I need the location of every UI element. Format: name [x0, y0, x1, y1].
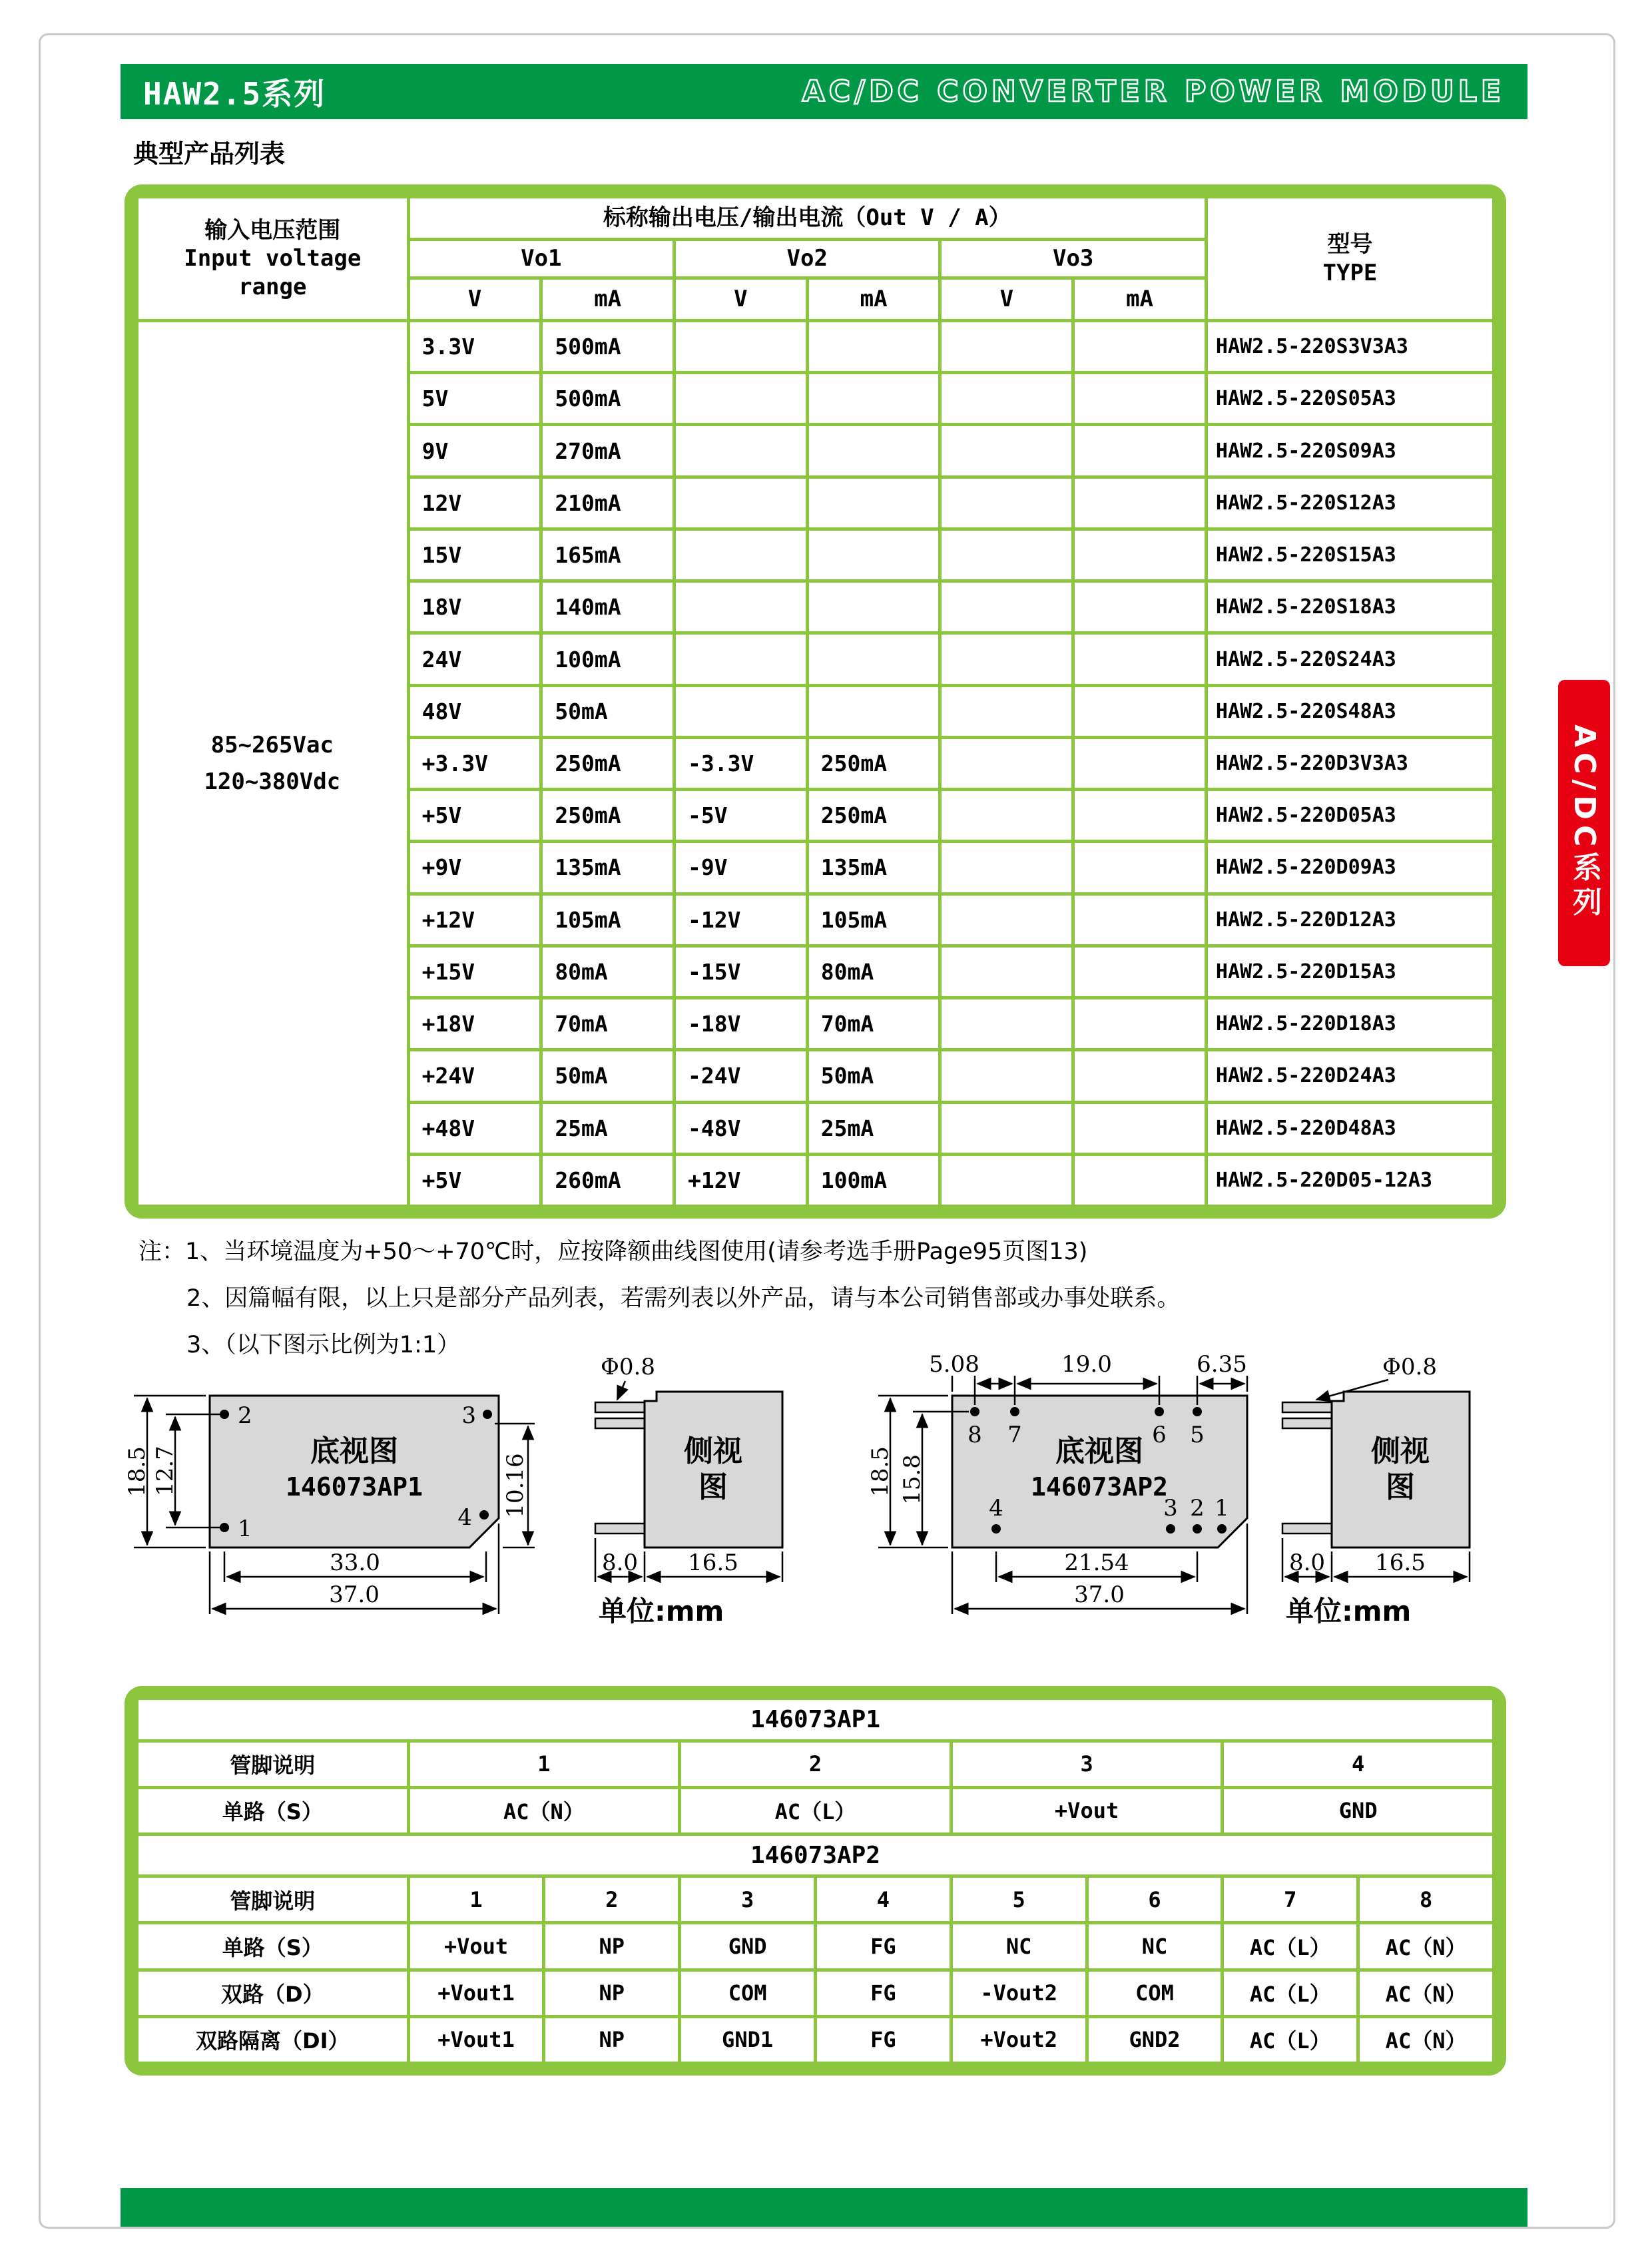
pin-function-cell: +Vout1	[408, 2016, 544, 2063]
output-value-cell	[807, 425, 940, 477]
output-value-cell	[1073, 842, 1207, 894]
output-value-cell: +3.3V	[408, 737, 541, 789]
view-title: 图	[1386, 1470, 1415, 1504]
unit-header: mA	[807, 278, 940, 321]
pin-label: 2	[238, 1402, 252, 1429]
output-value-cell: -3.3V	[675, 737, 808, 789]
pin-number-cell: 3	[951, 1741, 1223, 1787]
output-value-cell: -5V	[675, 790, 808, 842]
pin-label: 8	[967, 1422, 982, 1448]
pin-label: 3	[461, 1402, 476, 1429]
output-value-cell: 3.3V	[408, 321, 541, 373]
pin-number-cell: 1	[408, 1741, 680, 1787]
output-value-cell: +9V	[408, 842, 541, 894]
input-voltage-header: 输入电压范围 Input voltage range	[137, 197, 409, 321]
dim-label: 8.0	[1288, 1549, 1326, 1576]
output-header: 标称输出电压/输出电流（Out V / A）	[408, 197, 1206, 240]
output-value-cell: 135mA	[807, 842, 940, 894]
model-type-cell: HAW2.5-220D15A3	[1206, 946, 1494, 997]
unit-label: 单位:mm	[1286, 1595, 1412, 1627]
pin-function-cell: AC（N）	[1358, 1923, 1494, 1970]
ap2-bottom-view	[867, 1352, 1247, 1614]
view-title: 底视图	[310, 1434, 398, 1468]
output-value-cell	[940, 842, 1073, 894]
pin-function-cell: AC（N）	[1358, 2016, 1494, 2063]
pin-function-cell: +Vout	[408, 1923, 544, 1970]
output-value-cell	[940, 946, 1073, 997]
page-header-title: AC/DC CONVERTER POWER MODULE	[802, 75, 1505, 109]
output-value-cell	[940, 477, 1073, 529]
pin-table-title-row	[137, 1834, 1494, 1876]
output-value-cell	[940, 581, 1073, 633]
pin-lead	[595, 1524, 645, 1534]
output-value-cell	[940, 321, 1073, 373]
pin-number-cell: 4	[815, 1876, 951, 1923]
pin-header-row	[137, 1741, 1494, 1787]
section-title: 典型产品列表	[133, 139, 286, 168]
output-value-cell: 12V	[408, 477, 541, 529]
drawings-svg	[125, 1352, 1563, 1665]
unit-header: mA	[541, 278, 675, 321]
output-value-cell: 24V	[408, 633, 541, 685]
output-value-cell	[675, 581, 808, 633]
output-value-cell: -12V	[675, 894, 808, 946]
model-type-cell: HAW2.5-220S48A3	[1206, 685, 1494, 737]
output-value-cell	[675, 321, 808, 373]
pin-number-cell: 1	[408, 1876, 544, 1923]
pin-function-cell: NP	[544, 1923, 680, 1970]
output-value-cell: 250mA	[807, 737, 940, 789]
output-value-cell: 140mA	[541, 581, 675, 633]
dim-label: 12.7	[152, 1446, 178, 1496]
output-value-cell: 250mA	[541, 737, 675, 789]
output-value-cell: +24V	[408, 1050, 541, 1102]
pin-data-row	[137, 1787, 1494, 1834]
pin-function-cell: +Vout1	[408, 1970, 544, 2016]
output-value-cell: 9V	[408, 425, 541, 477]
pin-function-cell: AC（N）	[1358, 1970, 1494, 2016]
row-label-cell: 单路（S）	[137, 1787, 409, 1834]
pin-data-row	[137, 1923, 1494, 1970]
product-table	[125, 184, 1506, 1219]
pin-function-cell: FG	[815, 1923, 951, 1970]
series-side-tab: AC/DC系列	[1558, 680, 1610, 966]
dim-label: 16.5	[688, 1549, 738, 1576]
pin-dot	[991, 1524, 1001, 1534]
pin-number-cell: 5	[951, 1876, 1087, 1923]
model-type-cell: HAW2.5-220S05A3	[1206, 373, 1494, 425]
vo2-header: Vo2	[675, 240, 940, 278]
pin-label: 6	[1152, 1422, 1167, 1448]
model-type-cell: HAW2.5-220D05A3	[1206, 790, 1494, 842]
output-value-cell: 100mA	[807, 1154, 940, 1206]
model-type-cell: HAW2.5-220D09A3	[1206, 842, 1494, 894]
output-value-cell	[940, 998, 1073, 1050]
view-title: 图	[698, 1470, 728, 1504]
output-value-cell: 5V	[408, 373, 541, 425]
dim-label: Φ0.8	[601, 1354, 655, 1380]
pin-label: 7	[1007, 1422, 1022, 1448]
output-value-cell	[807, 477, 940, 529]
unit-header: V	[675, 278, 808, 321]
dim-label: Φ0.8	[1382, 1354, 1437, 1380]
pin-data-row	[137, 2016, 1494, 2063]
output-value-cell	[940, 1050, 1073, 1102]
output-value-cell	[675, 425, 808, 477]
pin-label: 2	[1190, 1495, 1205, 1522]
product-row	[137, 321, 1494, 373]
ap1-body	[210, 1396, 499, 1547]
dim-label: 6.35	[1197, 1352, 1247, 1378]
pin-function-cell: AC（L）	[680, 1787, 952, 1834]
output-value-cell: +12V	[408, 894, 541, 946]
pin-number-cell: 8	[1358, 1876, 1494, 1923]
output-value-cell: -18V	[675, 998, 808, 1050]
dim-label: 8.0	[601, 1549, 639, 1576]
type-header: 型号 TYPE	[1206, 197, 1494, 321]
pin-label: 4	[989, 1495, 1003, 1522]
output-value-cell	[1073, 1154, 1207, 1206]
output-value-cell: 50mA	[541, 685, 675, 737]
dim-label: 21.54	[1064, 1549, 1129, 1576]
output-value-cell	[675, 529, 808, 581]
output-value-cell	[1073, 373, 1207, 425]
output-value-cell: 105mA	[541, 894, 675, 946]
dim-label: 16.5	[1375, 1549, 1426, 1576]
output-value-cell: 50mA	[541, 1050, 675, 1102]
output-value-cell: 500mA	[541, 321, 675, 373]
output-value-cell: 105mA	[807, 894, 940, 946]
output-value-cell	[1073, 1050, 1207, 1102]
pin-function-cell: AC（L）	[1223, 2016, 1358, 2063]
output-value-cell	[940, 894, 1073, 946]
vo3-header: Vo3	[940, 240, 1206, 278]
pin-lead	[1282, 1418, 1332, 1428]
pin-label: 3	[1163, 1495, 1178, 1522]
output-value-cell: +5V	[408, 790, 541, 842]
note-1: 注：1、当环境温度为+50～+70℃时，应按降额曲线图使用(请参考选手册Page95页图13)	[138, 1239, 1088, 1265]
output-value-cell: +48V	[408, 1102, 541, 1154]
pin-function-cell: AC（L）	[1223, 1923, 1358, 1970]
pin-dot	[1155, 1407, 1164, 1416]
pin-dot	[220, 1410, 229, 1419]
unit-header: V	[940, 278, 1073, 321]
output-value-cell: 250mA	[807, 790, 940, 842]
footer-bar	[121, 2188, 1527, 2227]
view-title: 侧视	[684, 1434, 742, 1468]
output-value-cell: 250mA	[541, 790, 675, 842]
pin-dot	[1166, 1524, 1175, 1534]
output-value-cell	[1073, 529, 1207, 581]
dim-label: 15.8	[899, 1454, 926, 1505]
note-3: 3、（以下图示比例为1:1）	[186, 1332, 461, 1358]
pin-table-body	[137, 1699, 1494, 2064]
output-value-cell: -15V	[675, 946, 808, 997]
pin-dot	[1193, 1407, 1202, 1416]
output-value-cell: 15V	[408, 529, 541, 581]
output-value-cell	[940, 685, 1073, 737]
output-value-cell: 50mA	[807, 1050, 940, 1102]
pin-function-cell: GND	[680, 1923, 816, 1970]
output-value-cell: 80mA	[807, 946, 940, 997]
unit-header: mA	[1073, 278, 1207, 321]
pin-label: 1	[238, 1516, 252, 1542]
output-value-cell	[940, 373, 1073, 425]
unit-header: V	[408, 278, 541, 321]
pin-function-cell: +Vout2	[951, 2016, 1087, 2063]
output-value-cell: 260mA	[541, 1154, 675, 1206]
output-value-cell: -48V	[675, 1102, 808, 1154]
output-value-cell: 135mA	[541, 842, 675, 894]
pin-function-cell: GND1	[680, 2016, 816, 2063]
pin-function-cell: NP	[544, 2016, 680, 2063]
output-value-cell	[1073, 581, 1207, 633]
output-value-cell	[940, 737, 1073, 789]
output-value-cell	[940, 633, 1073, 685]
side-body	[645, 1392, 782, 1547]
pin-number-cell: 7	[1223, 1876, 1358, 1923]
output-value-cell	[1073, 633, 1207, 685]
pin-function-cell: FG	[815, 2016, 951, 2063]
output-value-cell: 165mA	[541, 529, 675, 581]
output-value-cell	[675, 633, 808, 685]
output-value-cell	[807, 633, 940, 685]
pin-function-cell: AC（N）	[408, 1787, 680, 1834]
notes	[138, 1229, 1180, 1368]
output-value-cell	[675, 373, 808, 425]
model-type-cell: HAW2.5-220D12A3	[1206, 894, 1494, 946]
pin-function-cell: GND2	[1087, 2016, 1223, 2063]
model-type-cell: HAW2.5-220D48A3	[1206, 1102, 1494, 1154]
pin-function-cell: FG	[815, 1970, 951, 2016]
model-type-cell: HAW2.5-220S09A3	[1206, 425, 1494, 477]
pin-function-cell: NC	[951, 1923, 1087, 1970]
output-value-cell: 210mA	[541, 477, 675, 529]
output-value-cell	[1073, 477, 1207, 529]
pin-lead	[1282, 1402, 1332, 1412]
pin-number-cell: 2	[544, 1876, 680, 1923]
output-value-cell	[1073, 1102, 1207, 1154]
pin-function-cell: AC（L）	[1223, 1970, 1358, 2016]
pin-number-cell: 2	[680, 1741, 952, 1787]
pin-dot	[479, 1510, 489, 1520]
pin-table-title-row	[137, 1699, 1494, 1741]
pin-dot	[1193, 1524, 1202, 1534]
output-value-cell: 70mA	[541, 998, 675, 1050]
pin-function-cell: COM	[680, 1970, 816, 2016]
pin-table-title: 146073AP2	[137, 1834, 1494, 1876]
pin-dot	[1217, 1524, 1227, 1534]
row-label-cell: 单路（S）	[137, 1923, 409, 1970]
output-value-cell	[1073, 737, 1207, 789]
output-value-cell	[940, 529, 1073, 581]
dim-label: 18.5	[125, 1446, 150, 1497]
model-type-cell: HAW2.5-220S18A3	[1206, 581, 1494, 633]
pin-function-cell: NP	[544, 1970, 680, 2016]
model-type-cell: HAW2.5-220D18A3	[1206, 998, 1494, 1050]
output-value-cell	[940, 425, 1073, 477]
output-value-cell: +18V	[408, 998, 541, 1050]
ap1-bottom-view	[125, 1396, 535, 1614]
unit-label: 单位:mm	[599, 1595, 724, 1627]
row-label-cell: 双路（D）	[137, 1970, 409, 2016]
output-value-cell: 70mA	[807, 998, 940, 1050]
row-label-cell: 管脚说明	[137, 1876, 409, 1923]
note-2: 2、因篇幅有限，以上只是部分产品列表，若需列表以外产品，请与本公司销售部或办事处联系。	[186, 1285, 1181, 1312]
output-value-cell: 80mA	[541, 946, 675, 997]
output-value-cell	[1073, 946, 1207, 997]
output-value-cell	[675, 685, 808, 737]
model-type-cell: HAW2.5-220S24A3	[1206, 633, 1494, 685]
output-value-cell: +5V	[408, 1154, 541, 1206]
part-number: 146073AP1	[286, 1472, 423, 1502]
pin-assignment-table	[125, 1686, 1506, 2076]
output-value-cell	[1073, 321, 1207, 373]
dim-label: 10.16	[502, 1453, 529, 1518]
pin-label: 4	[457, 1504, 472, 1531]
pin-lead	[595, 1418, 645, 1428]
pin-table-title: 146073AP1	[137, 1699, 1494, 1741]
output-value-cell: +12V	[675, 1154, 808, 1206]
output-value-cell: 48V	[408, 685, 541, 737]
side-body	[1332, 1392, 1470, 1547]
pin-dot	[220, 1523, 229, 1532]
pin-label: 1	[1215, 1495, 1229, 1522]
pin-function-cell: GND	[1223, 1787, 1494, 1834]
pin-header-row	[137, 1876, 1494, 1923]
header-bar	[121, 64, 1527, 119]
pin-function-cell: -Vout2	[951, 1970, 1087, 2016]
output-value-cell	[807, 321, 940, 373]
model-type-cell: HAW2.5-220S3V3A3	[1206, 321, 1494, 373]
row-label-cell: 双路隔离（DI）	[137, 2016, 409, 2063]
ap1-side-view	[595, 1354, 782, 1627]
pin-function-cell: NC	[1087, 1923, 1223, 1970]
pin-lead	[595, 1402, 645, 1412]
model-type-cell: HAW2.5-220D24A3	[1206, 1050, 1494, 1102]
input-voltage-range: 85~265Vac 120~380Vdc	[137, 321, 409, 1207]
view-title: 侧视	[1371, 1434, 1430, 1468]
part-number: 146073AP2	[1031, 1472, 1168, 1502]
view-title: 底视图	[1055, 1434, 1143, 1468]
model-type-cell: HAW2.5-220S15A3	[1206, 529, 1494, 581]
series-title: HAW2.5系列	[143, 75, 326, 112]
pin-dot	[483, 1410, 492, 1419]
pin-number-cell: 4	[1223, 1741, 1494, 1787]
pin-data-row	[137, 1970, 1494, 2016]
output-value-cell	[807, 581, 940, 633]
output-value-cell	[807, 685, 940, 737]
output-value-cell	[940, 1154, 1073, 1206]
output-value-cell: +15V	[408, 946, 541, 997]
output-value-cell	[807, 529, 940, 581]
model-type-cell: HAW2.5-220D05-12A3	[1206, 1154, 1494, 1206]
output-value-cell: 18V	[408, 581, 541, 633]
model-type-cell: HAW2.5-220D3V3A3	[1206, 737, 1494, 789]
output-value-cell	[675, 477, 808, 529]
pin-label: 5	[1190, 1422, 1205, 1448]
dim-label: 33.0	[330, 1549, 380, 1576]
model-type-cell: HAW2.5-220S12A3	[1206, 477, 1494, 529]
output-value-cell: 100mA	[541, 633, 675, 685]
output-value-cell	[807, 373, 940, 425]
dim-label: 37.0	[1074, 1581, 1125, 1608]
output-value-cell: 500mA	[541, 373, 675, 425]
output-value-cell: -24V	[675, 1050, 808, 1102]
output-value-cell: -9V	[675, 842, 808, 894]
output-value-cell	[1073, 790, 1207, 842]
output-value-cell: 25mA	[807, 1102, 940, 1154]
output-value-cell	[1073, 425, 1207, 477]
dim-label: 18.5	[867, 1446, 894, 1497]
output-value-cell	[940, 790, 1073, 842]
pin-number-cell: 6	[1087, 1876, 1223, 1923]
product-table-body	[137, 321, 1494, 1207]
pin-function-cell: COM	[1087, 1970, 1223, 2016]
pin-number-cell: 3	[680, 1876, 816, 1923]
pin-dot	[1010, 1407, 1019, 1416]
row-label-cell: 管脚说明	[137, 1741, 409, 1787]
ap2-side-view	[1282, 1354, 1470, 1627]
dim-label: 19.0	[1061, 1352, 1112, 1378]
output-value-cell	[1073, 685, 1207, 737]
mechanical-drawings	[125, 1352, 1563, 1665]
dim-label: 37.0	[329, 1581, 380, 1608]
output-value-cell	[1073, 998, 1207, 1050]
pin-function-cell: +Vout	[951, 1787, 1223, 1834]
pin-dot	[970, 1407, 979, 1416]
output-value-cell: 25mA	[541, 1102, 675, 1154]
dim-label: 5.08	[929, 1352, 979, 1378]
vo1-header: Vo1	[408, 240, 674, 278]
pin-lead	[1282, 1524, 1332, 1534]
output-value-cell: 270mA	[541, 425, 675, 477]
output-value-cell	[1073, 894, 1207, 946]
output-value-cell	[940, 1102, 1073, 1154]
